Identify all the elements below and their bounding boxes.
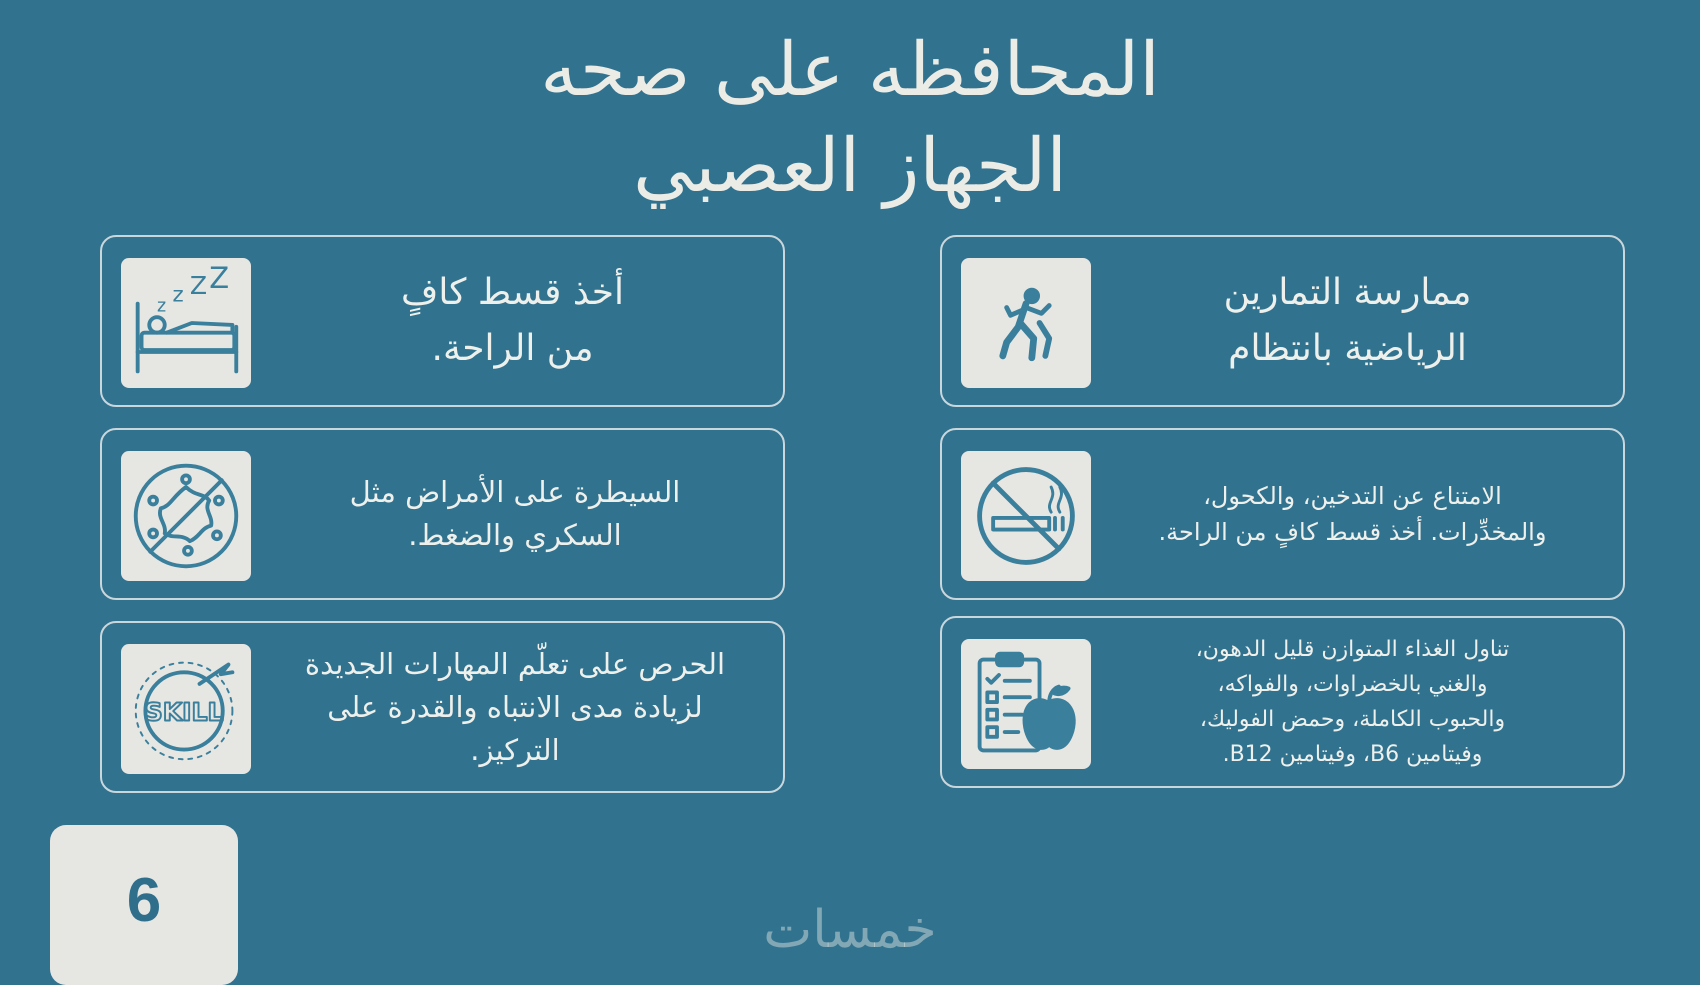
svg-text:z: z [157, 296, 167, 317]
title-line-2: الجهاز العصبي [633, 123, 1067, 209]
card-skills-line-3: التركيز. [470, 732, 560, 767]
card-skills-line-2: لزيادة مدى الانتباه والقدرة على [327, 689, 703, 724]
card-rest-line-1: أخذ قسط كافٍ [401, 272, 624, 313]
card-smoking-text [1107, 430, 1598, 598]
card-smoking-line-2: والمخدِّرات. أخذ قسط كافٍ من الراحة. [1158, 518, 1547, 546]
svg-text:SKILL: SKILL [144, 697, 224, 727]
no-smoking-icon [961, 451, 1091, 581]
card-disease-line-1: السيطرة على الأمراض مثل [349, 475, 681, 509]
card-disease-line-2: السكري والضغط. [408, 518, 622, 552]
card-diet [940, 616, 1625, 788]
svg-text:z: z [172, 282, 184, 308]
slide-title [350, 22, 1350, 214]
card-smoking [940, 428, 1625, 600]
card-diet-text [1107, 618, 1598, 786]
card-smoking-line-1: الامتناع عن التدخين، والكحول، [1203, 482, 1502, 510]
svg-text:Z: Z [209, 265, 230, 296]
card-diet-line-1: تناول الغذاء المتوازن قليل الدهون، [1195, 637, 1510, 662]
sleep-bed-icon [121, 258, 251, 388]
card-diet-line-4: وفيتامين B6، وفيتامين B12. [1222, 742, 1483, 767]
running-icon [961, 258, 1091, 388]
card-exercise [940, 235, 1625, 407]
card-rest-line-2: من الراحة. [431, 328, 594, 369]
watermark-logo: خمسات [763, 900, 937, 960]
card-skills-line-1: الحرص على تعلّم المهارات الجديدة [304, 646, 726, 681]
card-skills [100, 621, 785, 793]
svg-text:Z: Z [189, 271, 208, 300]
card-rest [100, 235, 785, 407]
no-virus-icon [121, 451, 251, 581]
card-diet-line-3: والحبوب الكاملة، وحمض الفوليك، [1199, 707, 1506, 732]
card-exercise-line-2: الرياضية بانتظام [1228, 328, 1467, 369]
card-exercise-text [1112, 237, 1583, 405]
diet-checklist-apple-icon [961, 639, 1091, 769]
title-line-1: المحافظه على صحه [540, 27, 1160, 113]
card-disease-text [267, 430, 763, 598]
card-rest-text [272, 237, 753, 405]
page-number: 6 [50, 825, 238, 985]
card-diet-line-2: والغني بالخضراوات، والفواكه، [1217, 672, 1488, 697]
skill-badge-icon [121, 644, 251, 774]
card-exercise-line-1: ممارسة التمارين [1223, 272, 1472, 313]
card-disease [100, 428, 785, 600]
card-skills-text [267, 623, 763, 791]
